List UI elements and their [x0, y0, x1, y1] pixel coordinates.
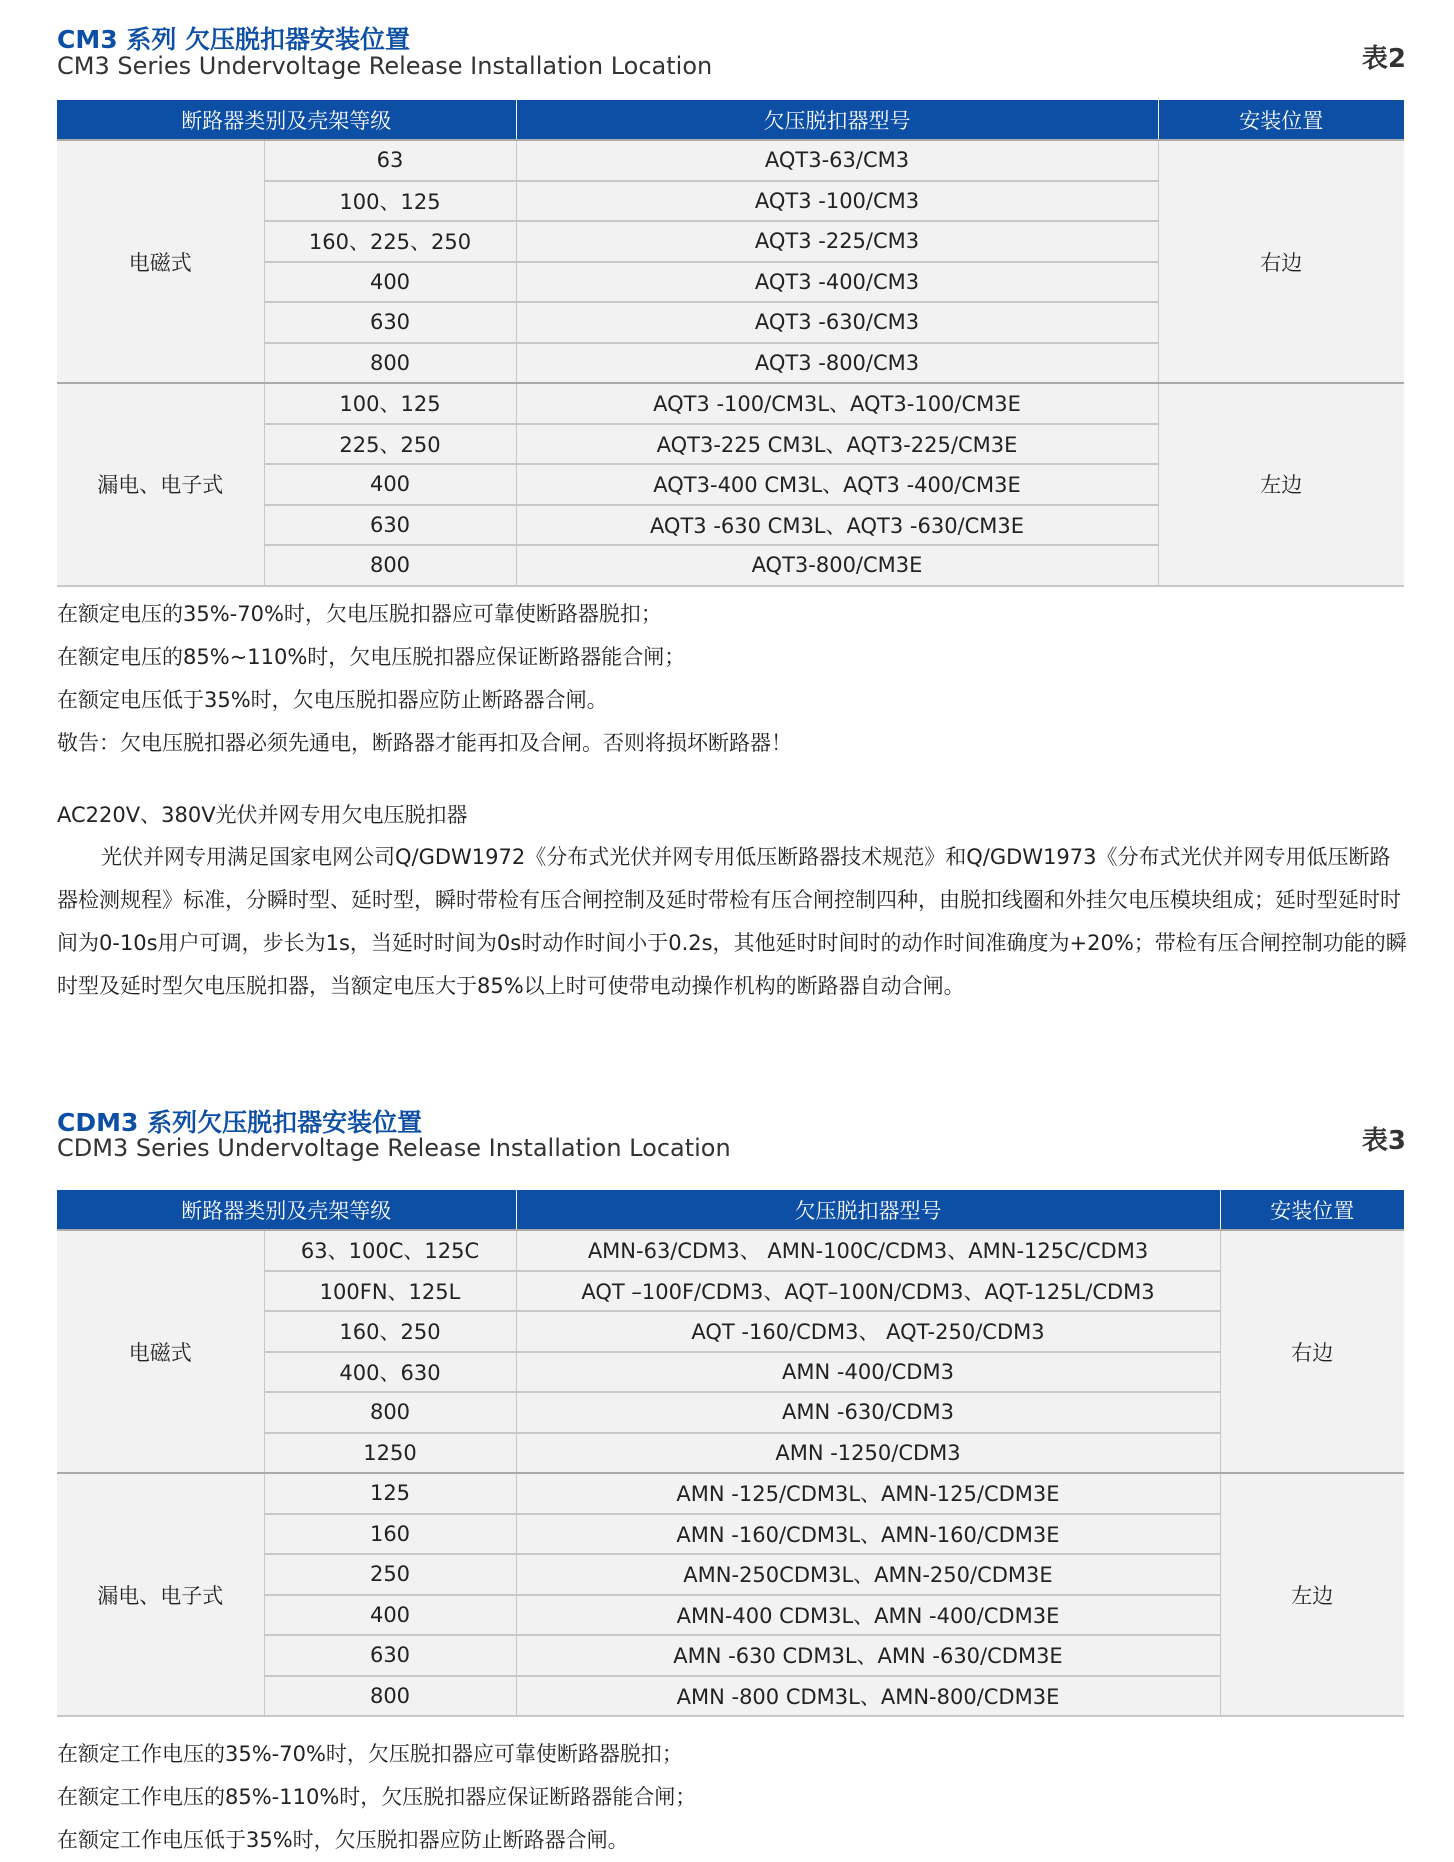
frame-rating: 800 — [264, 343, 516, 384]
cm3-table — [57, 100, 1404, 587]
breaker-type: 漏电、电子式 — [57, 1473, 264, 1716]
frame-rating: 400、630 — [264, 1352, 516, 1393]
release-model: AMN-63/CDM3、 AMN-100C/CDM3、AMN-125C/CDM3 — [516, 1230, 1220, 1271]
release-model: AQT3 -100/CM3 — [516, 181, 1158, 222]
table-row — [57, 1230, 1404, 1271]
install-location: 右边 — [1220, 1230, 1404, 1473]
release-model: AMN -630 CDM3L、AMN -630/CDM3E — [516, 1635, 1220, 1676]
release-model: AMN -125/CDM3L、AMN-125/CDM3E — [516, 1473, 1220, 1514]
note-line: 敬告：欠电压脱扣器必须先通电，断路器才能再扣及合闸。否则将损坏断路器！ — [57, 731, 792, 755]
release-model: AQT3-225 CM3L、AQT3-225/CM3E — [516, 424, 1158, 465]
note-line: 在额定电压的35%-70%时，欠电压脱扣器应可靠使断路器脱扣； — [57, 602, 662, 626]
header-row — [57, 1190, 1404, 1230]
frame-rating: 400 — [264, 1595, 516, 1636]
frame-rating: 63、100C、125C — [264, 1230, 516, 1271]
frame-rating: 630 — [264, 505, 516, 546]
column-header: 安装位置 — [1158, 100, 1404, 140]
note-line: 在额定工作电压的85%-110%时，欠压脱扣器应保证断路器能合闸； — [57, 1785, 697, 1809]
header-row — [57, 100, 1404, 140]
release-model: AQT3-400 CM3L、AQT3 -400/CM3E — [516, 464, 1158, 505]
release-model: AMN -800 CDM3L、AMN-800/CDM3E — [516, 1676, 1220, 1717]
frame-rating: 800 — [264, 1676, 516, 1717]
column-header: 断路器类别及壳架等级 — [57, 100, 516, 140]
frame-rating: 160、225、250 — [264, 221, 516, 262]
frame-rating: 400 — [264, 262, 516, 303]
release-model: AQT3 -800/CM3 — [516, 343, 1158, 384]
note-line: 在额定电压低于35%时，欠电压脱扣器应防止断路器合闸。 — [57, 688, 608, 712]
table2-title-cn: CM3 系列 欠压脱扣器安装位置 — [57, 25, 411, 54]
breaker-type: 电磁式 — [57, 140, 264, 383]
release-model: AQT3-63/CM3 — [516, 140, 1158, 181]
release-model: AMN -160/CDM3L、AMN-160/CDM3E — [516, 1514, 1220, 1555]
release-model: AQT3 -630 CM3L、AQT3 -630/CM3E — [516, 505, 1158, 546]
release-model: AQT3 -100/CM3L、AQT3-100/CM3E — [516, 383, 1158, 424]
frame-rating: 630 — [264, 302, 516, 343]
frame-rating: 160 — [264, 1514, 516, 1555]
column-header: 欠压脱扣器型号 — [516, 100, 1158, 140]
breaker-type: 电磁式 — [57, 1230, 264, 1473]
release-model: AMN-400 CDM3L、AMN -400/CDM3E — [516, 1595, 1220, 1636]
release-model: AQT3 -400/CM3 — [516, 262, 1158, 303]
note-line: 在额定工作电压低于35%时，欠压脱扣器应防止断路器合闸。 — [57, 1828, 629, 1852]
table-row — [57, 383, 1404, 424]
release-model: AQT –100F/CDM3、AQT–100N/CDM3、AQT-125L/CDM3 — [516, 1271, 1220, 1312]
frame-rating: 800 — [264, 545, 516, 586]
note-line: 在额定电压的85%~110%时，欠电压脱扣器应保证断路器能合闸； — [57, 645, 686, 669]
frame-rating: 400 — [264, 464, 516, 505]
table3-notes — [57, 1733, 1407, 1862]
pv-body: 光伏并网专用满足国家电网公司Q/GDW1972《分布式光伏并网专用低压断路器技术规范》和Q/GDW1973《分布式光伏并网专用低压断路器检测规程》标准，分瞬时型、延时型，瞬时带检有压合闸控制及延时带检有压合闸控制四种，由脱扣线圈和外挂欠电压模块组成；延时型延时时间为0-10s用户可调，步长为1s，当延时时间为0s时动作时间小于0.2s，其他延时时间时的动作时间准确度为+20%；带检有压合闸控制功能的瞬时型及延时型欠电压脱扣器，当额定电压大于85%以上时可使带电动操作机构的断路器自动合闸。 — [57, 845, 1407, 998]
table-row — [57, 1473, 1404, 1514]
note-line: 在额定工作电压的35%-70%时，欠压脱扣器应可靠使断路器脱扣； — [57, 1742, 683, 1766]
column-header: 安装位置 — [1220, 1190, 1404, 1230]
release-model: AMN -400/CDM3 — [516, 1352, 1220, 1393]
table2-number: 表2 — [1361, 44, 1406, 74]
frame-rating: 160、250 — [264, 1311, 516, 1352]
table3-title-cn: CDM3 系列欠压脱扣器安装位置 — [57, 1108, 423, 1137]
release-model: AQT3 -225/CM3 — [516, 221, 1158, 262]
table2-title-en: CM3 Series Undervoltage Release Installation Location — [57, 52, 713, 80]
frame-rating: 125 — [264, 1473, 516, 1514]
table-row — [57, 140, 1404, 181]
cdm3-table — [57, 1190, 1404, 1717]
frame-rating: 225、250 — [264, 424, 516, 465]
release-model: AMN -1250/CDM3 — [516, 1433, 1220, 1474]
frame-rating: 63 — [264, 140, 516, 181]
install-location: 左边 — [1220, 1473, 1404, 1716]
frame-rating: 800 — [264, 1392, 516, 1433]
frame-rating: 630 — [264, 1635, 516, 1676]
frame-rating: 250 — [264, 1554, 516, 1595]
column-header: 断路器类别及壳架等级 — [57, 1190, 516, 1230]
install-location: 左边 — [1158, 383, 1404, 586]
release-model: AMN-250CDM3L、AMN-250/CDM3E — [516, 1554, 1220, 1595]
install-location: 右边 — [1158, 140, 1404, 383]
breaker-type: 漏电、电子式 — [57, 383, 264, 586]
release-model: AQT3 -630/CM3 — [516, 302, 1158, 343]
release-model: AQT3-800/CM3E — [516, 545, 1158, 586]
table3-number: 表3 — [1361, 1126, 1406, 1156]
frame-rating: 1250 — [264, 1433, 516, 1474]
frame-rating: 100、125 — [264, 383, 516, 424]
release-model: AMN -630/CDM3 — [516, 1392, 1220, 1433]
frame-rating: 100、125 — [264, 181, 516, 222]
release-model: AQT -160/CDM3、 AQT-250/CDM3 — [516, 1311, 1220, 1352]
frame-rating: 100FN、125L — [264, 1271, 516, 1312]
column-header: 欠压脱扣器型号 — [516, 1190, 1220, 1230]
table3-title-en: CDM3 Series Undervoltage Release Installation Location — [57, 1134, 731, 1162]
pv-heading: AC220V、380V光伏并网专用欠电压脱扣器 — [57, 803, 468, 827]
table2-notes — [57, 593, 1407, 765]
